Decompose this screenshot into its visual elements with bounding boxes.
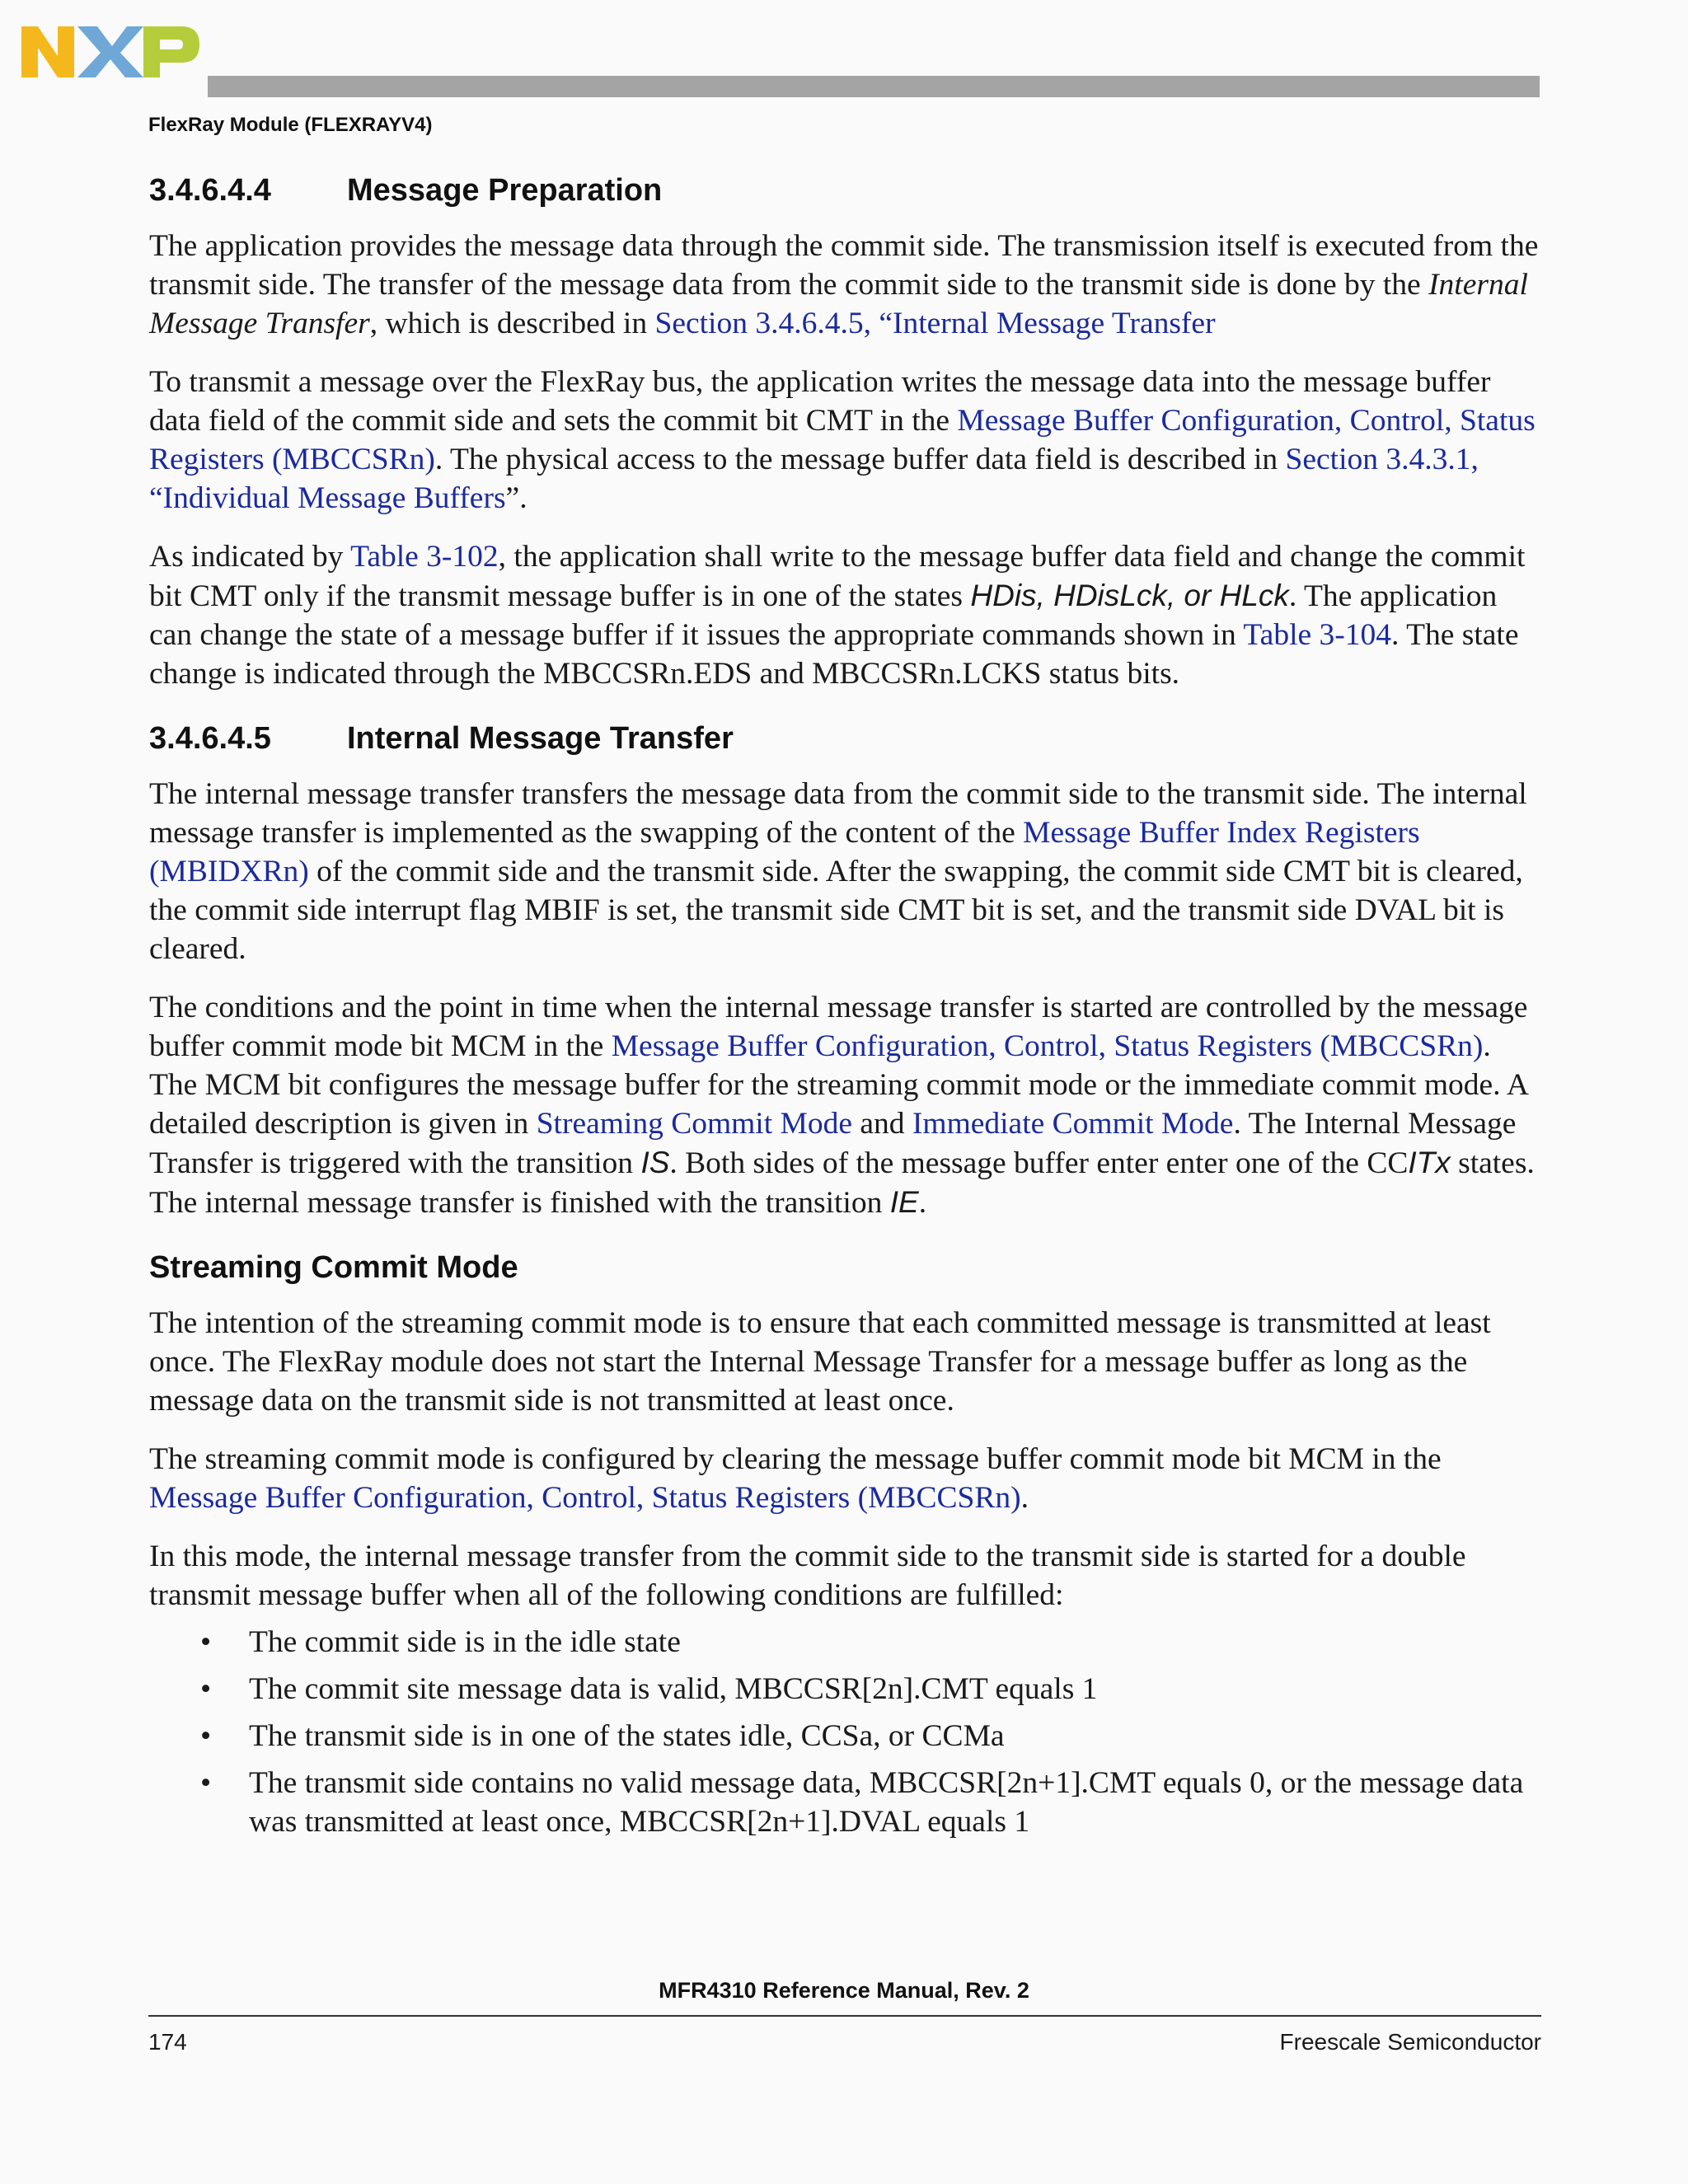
section-title: Internal Message Transfer [347, 721, 734, 756]
bullet-icon: • [200, 1672, 212, 1706]
text: ”. [505, 481, 528, 515]
footer-divider [148, 2015, 1541, 2017]
transition-name: IS [640, 1146, 670, 1179]
paragraph [149, 537, 1542, 693]
condition-list [149, 1623, 1542, 1841]
xref-link[interactable]: Message Buffer Configuration, Control, Status Registers (MBCCSRn) [149, 404, 1536, 476]
xref-link[interactable]: Section 3.4.6.4.5, “Internal Message Transfer [654, 307, 1216, 340]
text: . The Internal Message Transfer is triggered with the transition [149, 1107, 1517, 1180]
text: The conditions and the point in time when the internal message transfer is started are controlled by the message buffer commit mode bit MCM in the [149, 991, 1528, 1063]
state-names: HDis, HDisLck, or HLck [970, 579, 1289, 612]
xref-link[interactable]: Message Buffer Configuration, Control, Status Registers (MBCCSRn) [611, 1029, 1484, 1063]
subsection-heading: Streaming Commit Mode [149, 1250, 518, 1285]
paragraph [149, 363, 1542, 518]
text: . [918, 1186, 927, 1220]
xref-link[interactable]: Message Buffer Index Registers (MBIDXRn) [149, 816, 1420, 888]
bullet-icon: • [200, 1625, 212, 1659]
bullet-icon: • [200, 1719, 212, 1753]
text: . [1020, 1481, 1029, 1515]
section-heading-3-4-6-4-5 [149, 721, 1542, 757]
list-item [149, 1670, 1542, 1708]
paragraph: The intention of the streaming commit mode is to ensure that each committed message is transmitted at least once. The FlexRay module does not start the Internal Message Transfer for a message buffer as long as the message data on the transmit side is not transmitted at least once. [149, 1306, 1491, 1418]
list-item [149, 1717, 1542, 1755]
list-item-text: The transmit side contains no valid message data, MBCCSR[2n+1].CMT equals 0, or the message data was transmitted at least once, MBCCSR[2n+1].DVAL equals 1 [249, 1766, 1524, 1839]
text: . The physical access to the message buffer data field is described in [434, 443, 1286, 476]
paragraph [149, 227, 1542, 343]
paragraph [149, 1440, 1542, 1517]
section-number: 3.4.6.4.5 [149, 721, 271, 756]
text: of the commit side and the transmit side. After the swapping, the commit side CMT bit is cleared, the commit side interrupt flag MBIF is set, the transmit side CMT bit is set, and the transmit side DVAL bit is cleared. [149, 855, 1523, 966]
text: . The MCM bit configures the message buffer for the streaming commit mode or the immediate commit mode. A detailed description is given in [149, 1029, 1527, 1141]
list-item-text: The commit side is in the idle state [249, 1625, 681, 1659]
text: . The application can change the state of a message buffer if it issues the appropriate commands shown in [149, 579, 1498, 652]
text: To transmit a message over the FlexRay bus, the application writes the message data into the message buffer data field of the commit side and sets the commit bit CMT in the [149, 365, 1491, 438]
page-content [149, 173, 1542, 1849]
state-name: ITx [1408, 1146, 1451, 1179]
italic-term: Internal Message Transfer [149, 268, 1528, 340]
text: , the application shall write to the message buffer data field and change the commit bit CMT only if the transmit message buffer is in one of the states [149, 540, 1526, 613]
nxp-logo [20, 23, 201, 81]
list-item-text: The commit site message data is valid, MBCCSR[2n].CMT equals 1 [249, 1672, 1098, 1706]
header-bar [208, 76, 1540, 97]
list-item [149, 1623, 1542, 1661]
running-header: FlexRay Module (FLEXRAYV4) [148, 114, 433, 136]
text: . Both sides of the message buffer enter enter one of the CC [669, 1146, 1409, 1180]
transition-name: IE [889, 1185, 919, 1219]
section-number: 3.4.6.4.4 [149, 173, 271, 208]
text: The internal message transfer transfers the message data from the commit side to the transmit side. The internal message transfer is implemented as the swapping of the content of the [149, 777, 1527, 850]
section-heading-3-4-6-4-4 [149, 173, 1542, 209]
text: As indicated by [149, 540, 351, 574]
paragraph [149, 775, 1542, 968]
xref-link[interactable]: Table 3-104 [1243, 618, 1391, 652]
paragraph [149, 988, 1542, 1222]
text: , which is described in [369, 307, 655, 340]
xref-link[interactable]: Section 3.4.3.1, “Individual Message Buffers [149, 443, 1479, 515]
text: The streaming commit mode is configured by clearing the message buffer commit mode bit MCM in the [149, 1442, 1442, 1476]
xref-link[interactable]: Table 3-102 [350, 540, 499, 574]
xref-link[interactable]: Message Buffer Configuration, Control, Status Registers (MBCCSRn) [149, 1481, 1021, 1515]
text: . The state change is indicated through the MBCCSRn.EDS and MBCCSRn.LCKS status bits. [149, 618, 1519, 691]
xref-link[interactable]: Immediate Commit Mode [912, 1107, 1234, 1141]
paragraph: In this mode, the internal message transfer from the commit side to the transmit side is started for a double transmit message buffer when all of the following conditions are fulfilled: [149, 1540, 1466, 1612]
page-number: 174 [148, 2029, 187, 2055]
section-title: Message Preparation [347, 173, 663, 208]
footer-manual-title: MFR4310 Reference Manual, Rev. 2 [659, 1978, 1029, 2003]
list-item [149, 1764, 1542, 1841]
list-item-text: The transmit side is in one of the states idle, CCSa, or CCMa [249, 1719, 1005, 1753]
footer-company: Freescale Semiconductor [1279, 2029, 1541, 2055]
xref-link[interactable]: Streaming Commit Mode [536, 1107, 853, 1141]
bullet-icon: • [200, 1766, 212, 1800]
text: and [852, 1107, 912, 1141]
text: The application provides the message data through the commit side. The transmission itself is executed from the transmit side. The transfer of the message data from the commit side to the transmit side is done by the [149, 229, 1539, 302]
text: states. The internal message transfer is finished with the transition [149, 1146, 1535, 1220]
